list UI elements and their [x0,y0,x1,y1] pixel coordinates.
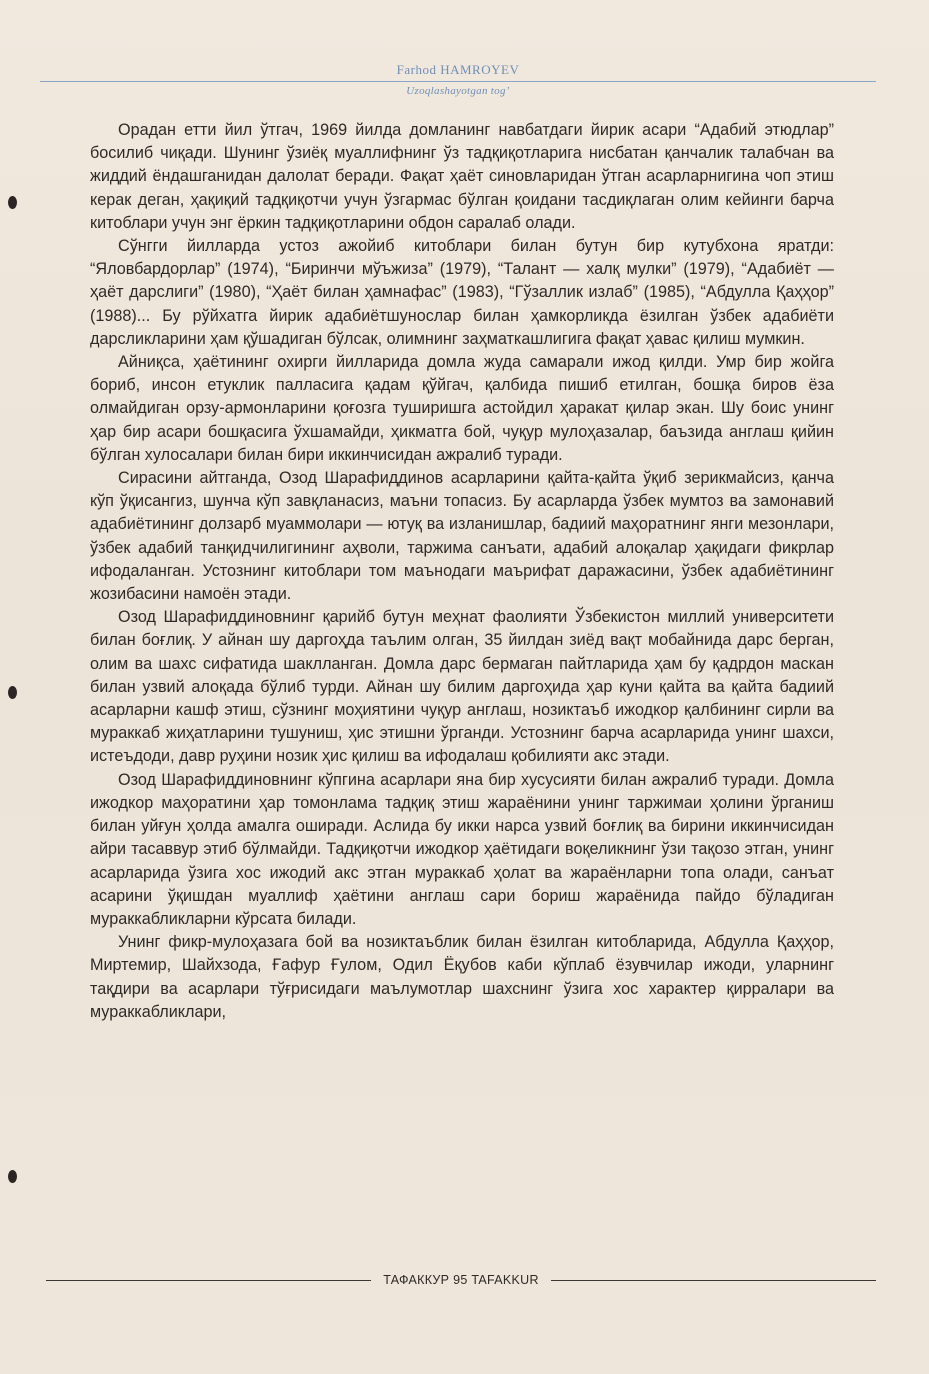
binding-hole [8,686,17,699]
footer-rule-left [46,1280,371,1281]
footer-label: ТАФАККУР 95 TAFAKKUR [383,1273,539,1287]
footer-rule-right [551,1280,876,1281]
paragraph: Озод Шарафиддиновнинг қарийб бутун меҳнат фаолияти Ўзбекистон миллий университети билан боғлиқ. У айнан шу даргоҳда таълим олган, 35 йилдан зиёд вақт мобайнида дарс берган, олим ва шахс сифатида шаклланган. Домла дарс бермаган пайтларида ҳам бу қадрдон маскан билан узвий алоқада бўлиб турди. Айнан шу билим даргоҳида ҳар куни қайта ва қайта бадиий асарларни кашф этиш, сўзнинг моҳиятини чуқур англаш, нозиктаъб ижодкор қалбининг сирли ва мураккаб жиҳатларини тушуниш, ҳис этишни ўрганди. Устознинг барча асарларида унинг шахси, истеъдоди, давр руҳини нозик ҳис қилиш ва ифодалаш қобилияти акс этади. [90,608,834,766]
paragraph: Орадан етти йил ўтгач, 1969 йилда домланинг навбатдаги йирик асари “Адабий этюдлар” босилиб чиқади. Шунинг ўзиёқ муаллифнинг ўз тадқиқотларига нисбатан қанчалик талабчан ва жиддий ёндашганидан далолат беради. Фақат ҳаёт синовларидан ўтган асарларнигина чоп этиш керак деган, ҳақиқий тадқиқотчи учун ўзгармас бўлган қоидани тасдиқлаган олим кейинги барча китоблари учун энг ёркин тадқиқотларини обдон саралаб олади. [90,121,834,232]
paragraph: Айниқса, ҳаётининг охирги йилларида домла жуда самарали ижод қилди. Умр бир жойга бориб, инсон етуклик палласига қадам қўйгач, қалбида пишиб етилган, бошқа биров ёза олмайдиган орзу-армонларини қоғозга туширишга астойдил ҳаракат қилар экан. Шу боис унинг ҳар бир асари бошқасига ўхшамайди, ҳикматга бой, чуқур мулоҳазалар, баъзида англаш қийин бўлган хулосалари билан бири иккинчисидан ажралиб туради. [90,353,834,464]
paragraph: Озод Шарафиддиновнинг кўпгина асарлари яна бир хусусияти билан ажралиб туради. Домла ижодкор маҳоратини ҳар томонлама тадқиқ этиш жараёнини унинг таржимаи ҳолини ўрганиш билан уйғун ҳолда амалга оширади. Аслида бу икки нарса узвий боғлиқ ва бирини иккинчисидан айри тасаввур этиб бўлмайди. Тадқиқотчи ижодкор ҳаётидаги воқеликнинг ўзи тақозо этган, унинг асарларида ўзига хос ижодий акс этган мураккаб ҳолат ва жараёнларни топа олади, санъат асарини ўқишдан муаллиф ҳаётини англаш сари бориш жараёнида пайдо бўладиган мураккабликларни кўрсата билади. [90,770,834,928]
running-header [40,62,876,98]
header-rule [40,81,876,82]
binding-hole [8,1170,17,1183]
header-subtitle: Uzoqlashayotgan tog’ [406,85,510,97]
paragraph: Унинг фикр-мулоҳазага бой ва нозиктаъблик билан ёзилган китобларида, Абдулла Қаҳҳор, Миртемир, Шайхзода, Ғафур Ғулом, Одил Ёқубов каби кўплаб ёзувчилар ижоди, уларнинг тақдири ва асарлари тўғрисидаги маълумотлар шахснинг ўзига хос характер қирралари ва мураккабликлари, [90,933,834,1021]
paragraph: Сирасини айтганда, Озод Шарафиддинов асарларини қайта-қайта ўқиб зерикмайсиз, қанча кўп ўқисангиз, шунча кўп завқланасиз, маъни топасиз. Бу асарларда ўзбек мумтоз ва замонавий адабиётининг долзарб муаммолари — ютуқ ва изланишлар, бадиий маҳоратнинг янги мезонлари, ўзбек адабий танқидчилигининг аҳволи, таржима санъати, адабий алоқалар ҳақидаги фикрлар ифодаланган. Устознинг китоблари том маънодаги маърифат даражасини, ўзбек адабиётининг жозибасини намоён этади. [90,469,834,604]
binding-hole [8,196,17,209]
paragraph: Сўнгги йилларда устоз ажойиб китоблари билан бутун бир кутубхона яратди: “Яловбардорлар” (1974), “Биринчи мўъжиза” (1979), “Талант — халқ мулки” (1979), “Адабиёт — ҳаёт дарслиги” (1980), “Ҳаёт билан ҳамнафас” (1983), “Гўзаллик излаб” (1985), “Абдулла Қаҳҳор” (1988)... Бу рўйхатга йирик адабиётшунослар билан ҳамкорликда ёзилган ўзбек адабиёти дарсликларини ҳам қўшадиган бўлсак, олимнинг заҳматкашлигига фақат ҳавас қилиш мумкин. [90,237,834,348]
article-body [90,119,834,1024]
header-author: Farhod HAMROYEV [396,62,520,77]
page-footer [46,1273,876,1287]
